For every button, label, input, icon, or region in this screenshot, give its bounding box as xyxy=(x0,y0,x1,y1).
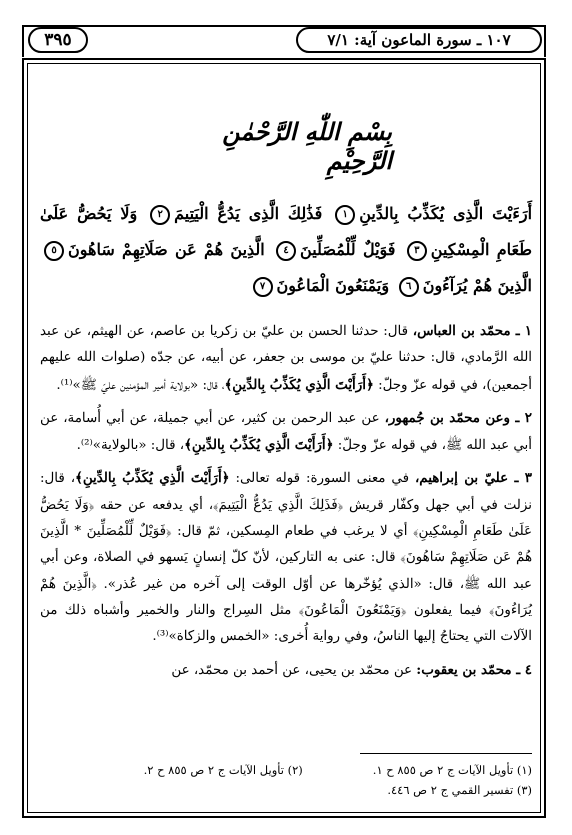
ayah-number: ٦ xyxy=(399,277,419,297)
paragraph-text: عن محمّد بن يحيى، عن أحمد بن محمّد، عن xyxy=(171,662,417,678)
footnotes xyxy=(40,760,532,800)
narrator-name: ١ ـ محمّد بن العباس، xyxy=(412,323,532,339)
hadith-paragraph xyxy=(40,405,532,460)
ayah-number: ٢ xyxy=(150,205,170,225)
ayah-number: ٥ xyxy=(44,241,64,261)
footnote-number: (١) xyxy=(516,763,532,777)
paragraph-text: في معنى السورة: قوله تعالى: xyxy=(229,471,415,487)
paragraph-tail: ، قال: نزلت في أبي جهل وكفّار قريش ﴿فَذَلِكَ الَّذِي يَدُعُّ الْيَتِيمَ﴾، أي يدفعه عن حقه ﴿وَلَا يَحُضُّ عَلَىٰ طَعَامِ الْمِسْكِينِ﴾ أي لا يرغب في طعام المِسكين، ثمّ قال: ﴿فَوَيْلٌ لِّلْمُصَلِّينَ * الَّذِينَ هُمْ عَن صَلَاتِهِمْ سَاهُونَ﴾ قال: عنى به التاركين، لأنّ كلّ إنسانٍ يَسهو في الصلاة، وعن أبي عبد الله ﷺ، قال: «الذي يُؤخّرها عن أوّل الوقت إلى آخره من غير عُذر». ﴿الَّذِينَ هُمْ يُرَاءُونَ﴾ فيما يفعلون ﴿وَيَمْنَعُونَ الْمَاعُونَ﴾ مثل السِراج والنار والخمير وأشباه ذلك من الآلات التي يحتاجُ إليها الناسُ، وفي رواية أُخرى: «الخمس والزكاة»⁽³⁾. xyxy=(40,471,532,645)
paragraph-text: قال: حدثنا الحسن بن عليّ بن زكريا بن عاصم، عن الهيثم، عن عبد الله الرَّمادي، قال: حدثنا عليّ بن موسى بن جعفر، عن أبيه، عن جدّه (صلوات الله عليهم أجمعين)، في قوله عزّ وجلّ: xyxy=(40,324,532,393)
ayah-number: ١ xyxy=(335,205,355,225)
footnote-divider xyxy=(360,753,532,754)
running-header: ١٠٧ ـ سورة الماعون آية: ٧/١ xyxy=(296,27,542,53)
verse-text: فَذَٰلِكَ الَّذِى يَدُعُّ الْيَتِيمَ xyxy=(174,204,323,223)
page-number: ٣٩٥ xyxy=(28,27,88,53)
quran-quote: ﴿أَرَأَيْتَ الَّذِي يُكَذِّبُ بِالدِّينِ﴾ xyxy=(224,376,374,393)
footnote-row xyxy=(40,760,532,780)
hadith-paragraph xyxy=(40,318,532,399)
surah-verses xyxy=(40,196,532,304)
footnote-text: تفسير القمي ج ٢ ص ٤٤٦. xyxy=(387,783,514,797)
basmala-calligraphy: بِسْمِ اللّٰهِ الرَّحْمٰنِ الرَّحِيْمِ xyxy=(222,117,392,175)
paragraph-tail: ، قال: «بالولاية»⁽²⁾. xyxy=(76,438,185,454)
verse-text: وَيَمْنَعُونَ الْمَاعُونَ xyxy=(276,276,390,295)
verse-text: أَرَءَيْتَ الَّذِى يُكَذِّبُ بِالدِّينِ xyxy=(359,204,533,223)
hadith-paragraph xyxy=(40,465,532,650)
verse-text: الَّذِينَ هُمْ يُرَآءُونَ xyxy=(422,276,532,295)
quran-quote: ﴿أَرَأَيْتَ الَّذِي يُكَذِّبُ بِالدِّينِ﴾ xyxy=(75,470,230,487)
footnote-item xyxy=(387,780,532,800)
hadith-paragraph xyxy=(40,657,532,684)
ayah-number: ٧ xyxy=(253,277,273,297)
footnote-text: تأويل الآيات ج ٢ ص ٨٥٥ ح ٢. xyxy=(143,763,284,777)
narrator-name: ٢ ـ وعن محمّد بن جُمهور، xyxy=(384,409,532,426)
footnote-number: (٢) xyxy=(287,763,303,777)
ayah-number: ٣ xyxy=(407,241,427,261)
footnote-number: (٣) xyxy=(516,783,532,797)
verse-text: الَّذِينَ هُمْ عَن صَلَاتِهِمْ سَاهُونَ xyxy=(68,240,265,259)
footnote-text: تأويل الآيات ج ٢ ص ٨٥٥ ح ١. xyxy=(372,763,514,777)
verse-text: فَوَيْلٌ لِّلْمُصَلِّينَ xyxy=(300,240,396,259)
paragraph-tail: ، قال: «بولاية أمير المؤمنين عليّ ﷺ»⁽¹⁾. xyxy=(56,377,225,393)
narrator-name: ٤ ـ محمّد بن يعقوب: xyxy=(416,661,532,678)
footnote-item xyxy=(144,760,303,780)
narrator-name: ٣ ـ عليّ بن إبراهيم، xyxy=(414,470,532,487)
quran-quote: ﴿أَرَأَيْتَ الَّذِي يُكَذِّبُ بِالدِّينِ﴾ xyxy=(184,437,334,454)
ayah-number: ٤ xyxy=(276,241,296,261)
footnote-row xyxy=(40,780,532,800)
paragraph-text: عن عبد الرحمن بن كثير، عن أبي جميلة، عن أبي أُسامة، عن أبي عبد الله ﷺ، في قوله عزّ وجلّ: xyxy=(40,410,532,454)
commentary-body xyxy=(40,318,532,690)
footnote-item xyxy=(373,760,532,780)
verse-text: وَلَا يَحُضُّ عَلَىٰ طَعَامِ الْمِسْكِينِ xyxy=(40,204,532,259)
